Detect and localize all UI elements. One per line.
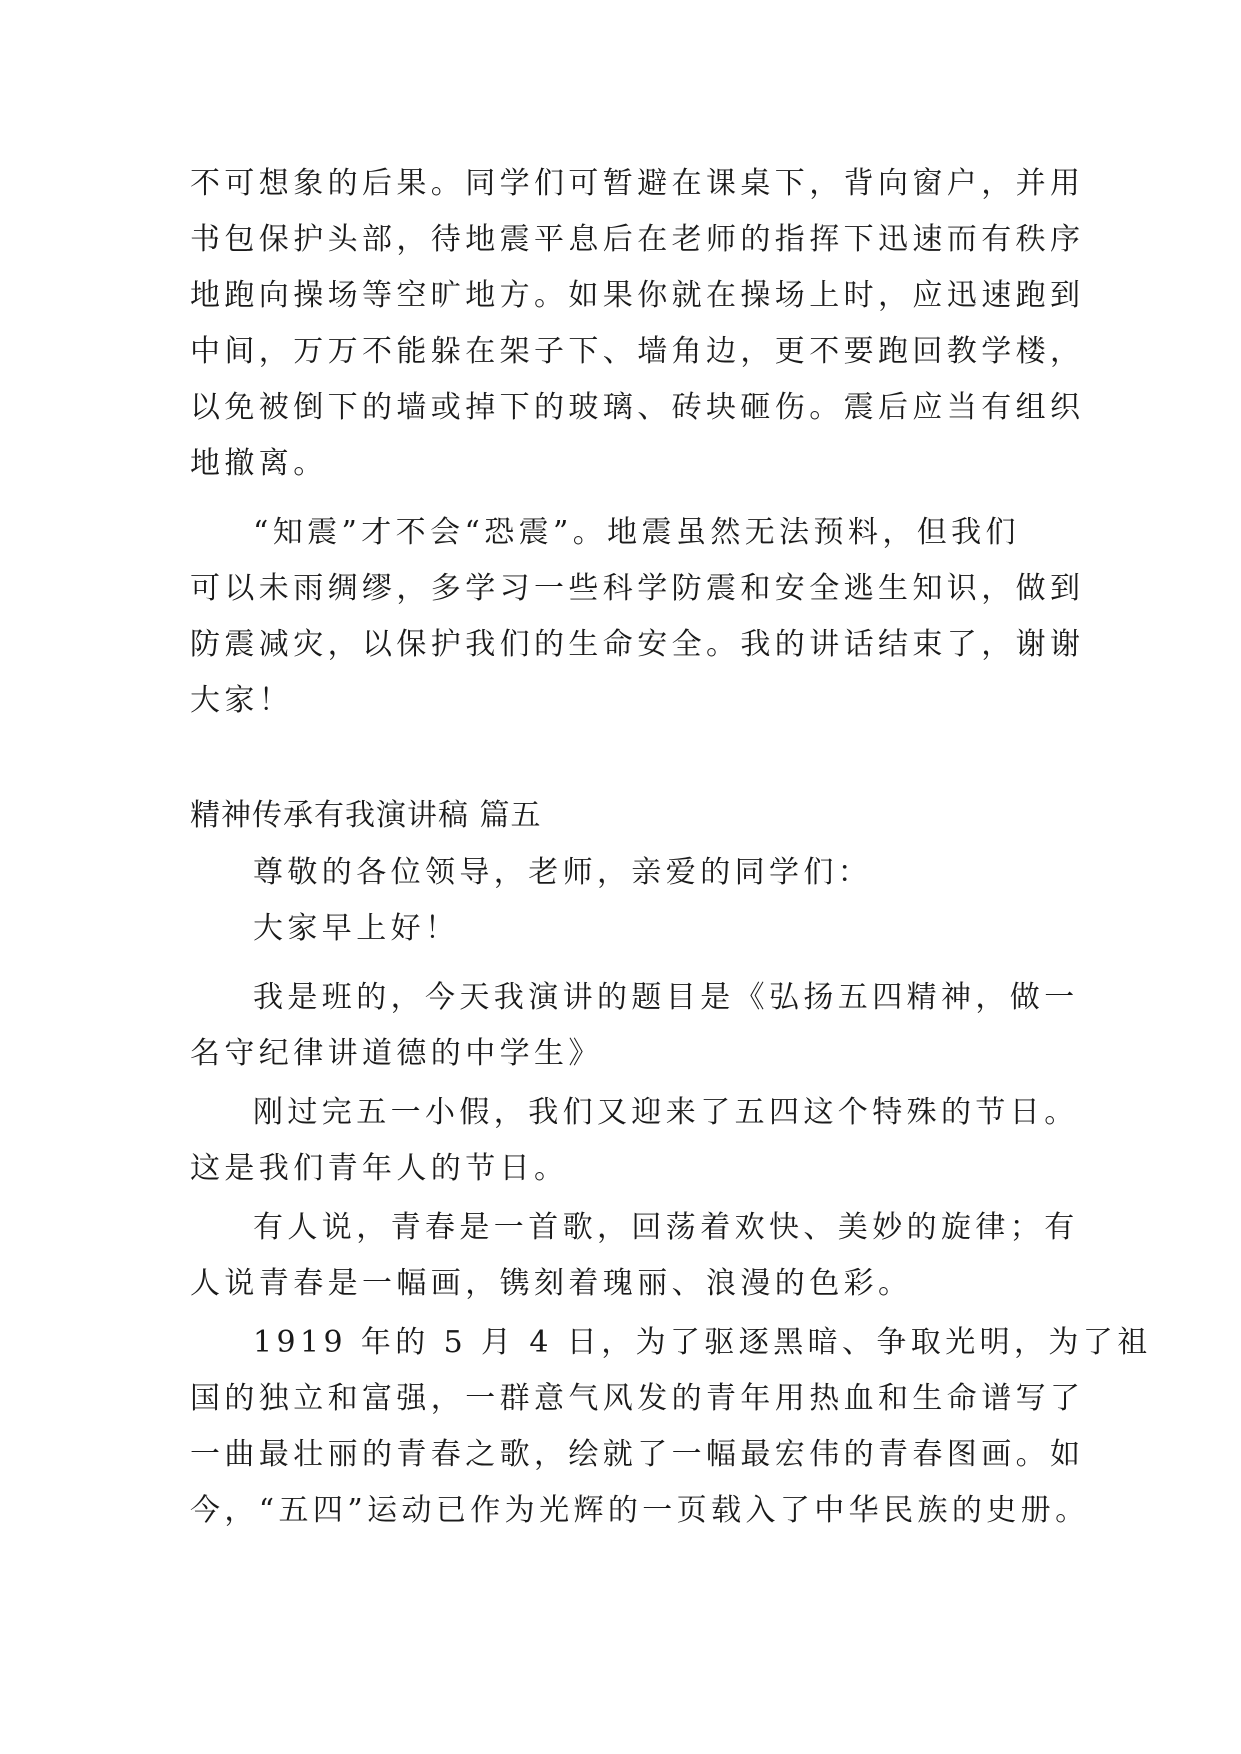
text-line: 中间，万万不能躲在架子下、墙角边，更不要跑回教学楼，: [190, 334, 1085, 369]
text-line: 防震减灾，以保护我们的生命安全。我的讲话结束了，谢谢: [190, 627, 1085, 662]
text-line: 名守纪律讲道德的中学生》: [190, 1036, 603, 1071]
text-line: 可以未雨绸缪，多学习一些科学防震和安全逃生知识，做到: [190, 571, 1085, 606]
text-line: 有人说，青春是一首歌，回荡着欢快、美妙的旋律；有: [253, 1210, 1079, 1245]
text-line: 一曲最壮丽的青春之歌，绘就了一幅最宏伟的青春图画。如: [190, 1437, 1085, 1472]
text-line: 我是班的，今天我演讲的题目是《弘扬五四精神，做一: [253, 980, 1079, 1015]
text-line: 大家早上好！: [253, 911, 460, 946]
text-line: 人说青春是一幅画，镌刻着瑰丽、浪漫的色彩。: [190, 1266, 913, 1301]
text-line: 大家！: [190, 683, 294, 718]
text-line: 刚过完五一小假，我们又迎来了五四这个特殊的节日。: [253, 1095, 1079, 1130]
text-line: 地撤离。: [190, 446, 328, 481]
text-line: 地跑向操场等空旷地方。如果你就在操场上时，应迅速跑到: [190, 278, 1085, 313]
text-line: “知震”才不会“恐震”。地震虽然无法预料，但我们: [253, 515, 1020, 550]
text-line: 书包保护头部，待地震平息后在老师的指挥下迅速而有秩序: [190, 222, 1085, 257]
text-line: 国的独立和富强，一群意气风发的青年用热血和生命谱写了: [190, 1381, 1085, 1416]
text-line: 1919 年的 5 月 4 日，为了驱逐黑暗、争取光明，为了祖: [253, 1325, 1152, 1360]
text-line: 不可想象的后果。同学们可暂避在课桌下，背向窗户，并用: [190, 166, 1085, 201]
text-line: 尊敬的各位领导，老师，亲爱的同学们：: [253, 855, 873, 890]
text-line: 今，“五四”运动已作为光辉的一页载入了中华民族的史册。: [190, 1493, 1090, 1528]
section-heading: 精神传承有我演讲稿 篇五: [190, 798, 542, 833]
text-line: 以免被倒下的墙或掉下的玻璃、砖块砸伤。震后应当有组织: [190, 390, 1085, 425]
text-line: 这是我们青年人的节日。: [190, 1151, 569, 1186]
